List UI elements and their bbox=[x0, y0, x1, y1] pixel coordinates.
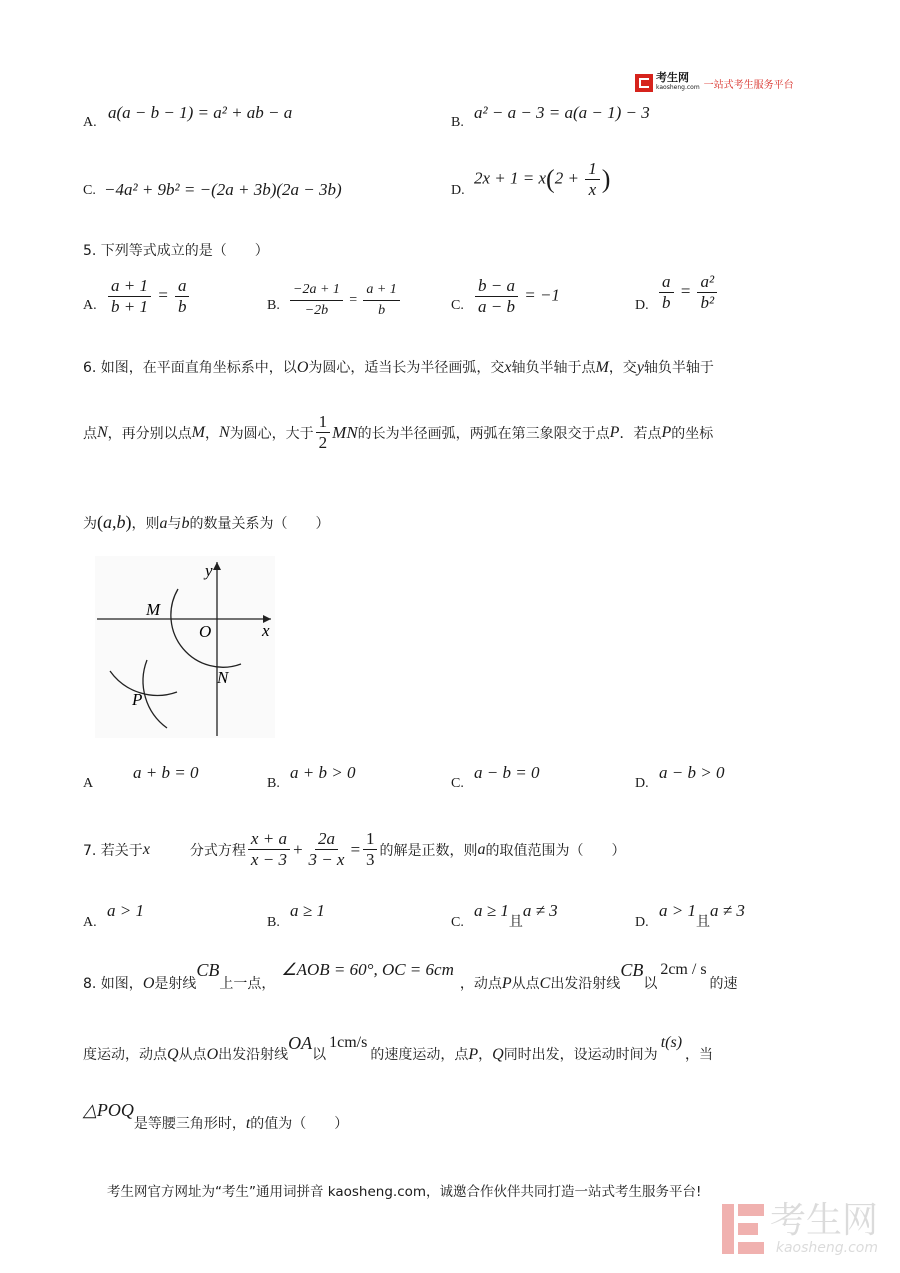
watermark-domain: kaosheng.com bbox=[775, 1240, 878, 1256]
q7-option-b-label: B. bbox=[267, 915, 280, 930]
q5-option-a-label: A. bbox=[83, 298, 97, 313]
q6-option-a-label: A bbox=[83, 776, 94, 791]
q7-stem: 7. 若关于 x 分式方程 $\frac{x + a}{x - 3}$ + $\frac{2a}{3 - x}$ = $\frac{1}{3}$ 的解是正数，则 a 的取值范围为（ ） bbox=[83, 829, 626, 869]
q7-option-b-expr: a ≥ 1 bbox=[290, 901, 325, 920]
q4-option-a-expr: a(a − b − 1) = a² + ab − a bbox=[108, 103, 293, 122]
q7-option-c-expr: a ≥ 1且a ≠ 3 bbox=[474, 901, 558, 930]
q5-option-b-expr: $\frac{-2a + 1}{-2b}$ = $\frac{a + 1}{b}$ bbox=[288, 281, 402, 320]
q5-option-a-expr: $\frac{a + 1}{b + 1}$ = $\frac{a}{b}$ bbox=[106, 277, 191, 316]
q8-line1: 8. 如图， O 是射线 CB 上一点， ∠AOB = 60°, OC = 6cm ，动点 P 从点 C 出发沿射线 CB 以 2cm / s 的速 bbox=[83, 960, 738, 992]
q6-coordinate-figure bbox=[95, 556, 275, 738]
q4-option-b-expr: a² − a − 3 = a(a − 1) − 3 bbox=[474, 103, 650, 122]
q5-option-c-label: C. bbox=[451, 298, 464, 313]
brand-slogan: 一站式考生服务平台 bbox=[703, 79, 794, 91]
q6-option-a-expr: a + b = 0 bbox=[133, 763, 199, 782]
label-x: x bbox=[262, 621, 270, 640]
q5-option-b-label: B. bbox=[267, 298, 280, 313]
q5-stem: 5. 下列等式成立的是（ ） bbox=[83, 243, 269, 259]
q8-line3: △POQ 是等腰三角形时， t 的值为（ ） bbox=[83, 1100, 349, 1132]
q8-line2: 度运动，动点 Q 从点 O 出发沿射线 OA 以 1cm/s 的速度运动，点 P ， Q 同时出发，设运动时间为 t(s) ，当 bbox=[83, 1033, 714, 1063]
brand-name: 考生网 bbox=[656, 71, 689, 84]
header-logo bbox=[635, 73, 794, 93]
q7-option-c-label: C. bbox=[451, 915, 464, 930]
q4-option-c-label: C. bbox=[83, 183, 96, 198]
label-m: M bbox=[146, 600, 161, 619]
q5-option-c-expr: $\frac{b - a}{a - b}$ = −1 bbox=[473, 277, 560, 316]
q7-option-a-expr: a > 1 bbox=[107, 901, 144, 920]
label-o: O bbox=[199, 622, 212, 641]
footer-text: 考生网官方网址为“考生”通用词拼音 kaosheng.com，诚邀合作伙伴共同打造一站式考生服务平台! bbox=[107, 1184, 702, 1200]
q6-option-b-label: B. bbox=[267, 776, 280, 791]
q5-option-d-expr: $\frac{a}{b}$ = $\frac{\text{a²}}{\text{b²}}$ bbox=[657, 273, 719, 312]
q6-option-d-expr: a − b > 0 bbox=[659, 763, 725, 782]
watermark-name: 考生网 bbox=[769, 1200, 878, 1241]
q4-option-c-expr: −4a² + 9b² = −(2a + 3b)(2a − 3b) bbox=[104, 180, 342, 199]
q4-option-a-label: A. bbox=[83, 115, 97, 130]
q4-option-b-label: B. bbox=[451, 115, 464, 130]
watermark-logo-icon bbox=[722, 1204, 764, 1254]
q5-option-d-label: D. bbox=[635, 298, 649, 313]
q6-option-c-label: C. bbox=[451, 776, 464, 791]
q4-option-d-expr: 2x + 1 = x(2 + $\frac{1}{x}$ ) bbox=[474, 159, 611, 199]
q6-line3: 为(a,b)，则a与b的数量关系为（ ） bbox=[83, 512, 330, 532]
brand-domain: kaosheng.com bbox=[656, 84, 700, 91]
watermark bbox=[722, 1202, 878, 1256]
q6-option-c-expr: a − b = 0 bbox=[474, 763, 540, 782]
q7-option-d-expr: a > 1且a ≠ 3 bbox=[659, 901, 745, 930]
q6-option-b-expr: a + b > 0 bbox=[290, 763, 356, 782]
q4-option-d-label: D. bbox=[451, 183, 465, 198]
label-n: N bbox=[217, 668, 229, 687]
label-y: y bbox=[205, 561, 213, 580]
q6-line2: 点 N ，再分别以点 M ， N 为圆心，大于 $\frac{1}{2}$ MN 的长为半径画弧，两弧在第三象限交于点 P ．若点 P 的坐标 bbox=[83, 412, 714, 452]
q6-option-d-label: D. bbox=[635, 776, 649, 791]
brand-logo-icon bbox=[635, 74, 653, 92]
label-p: P bbox=[132, 690, 143, 709]
figure-background bbox=[95, 556, 275, 738]
q7-option-a-label: A. bbox=[83, 915, 97, 930]
q7-option-d-label: D. bbox=[635, 915, 649, 930]
q6-line1: 6. 如图，在平面直角坐标系中，以O为圆心，适当长为半径画弧，交x轴负半轴于点M，交y轴负半轴于 bbox=[83, 359, 714, 376]
